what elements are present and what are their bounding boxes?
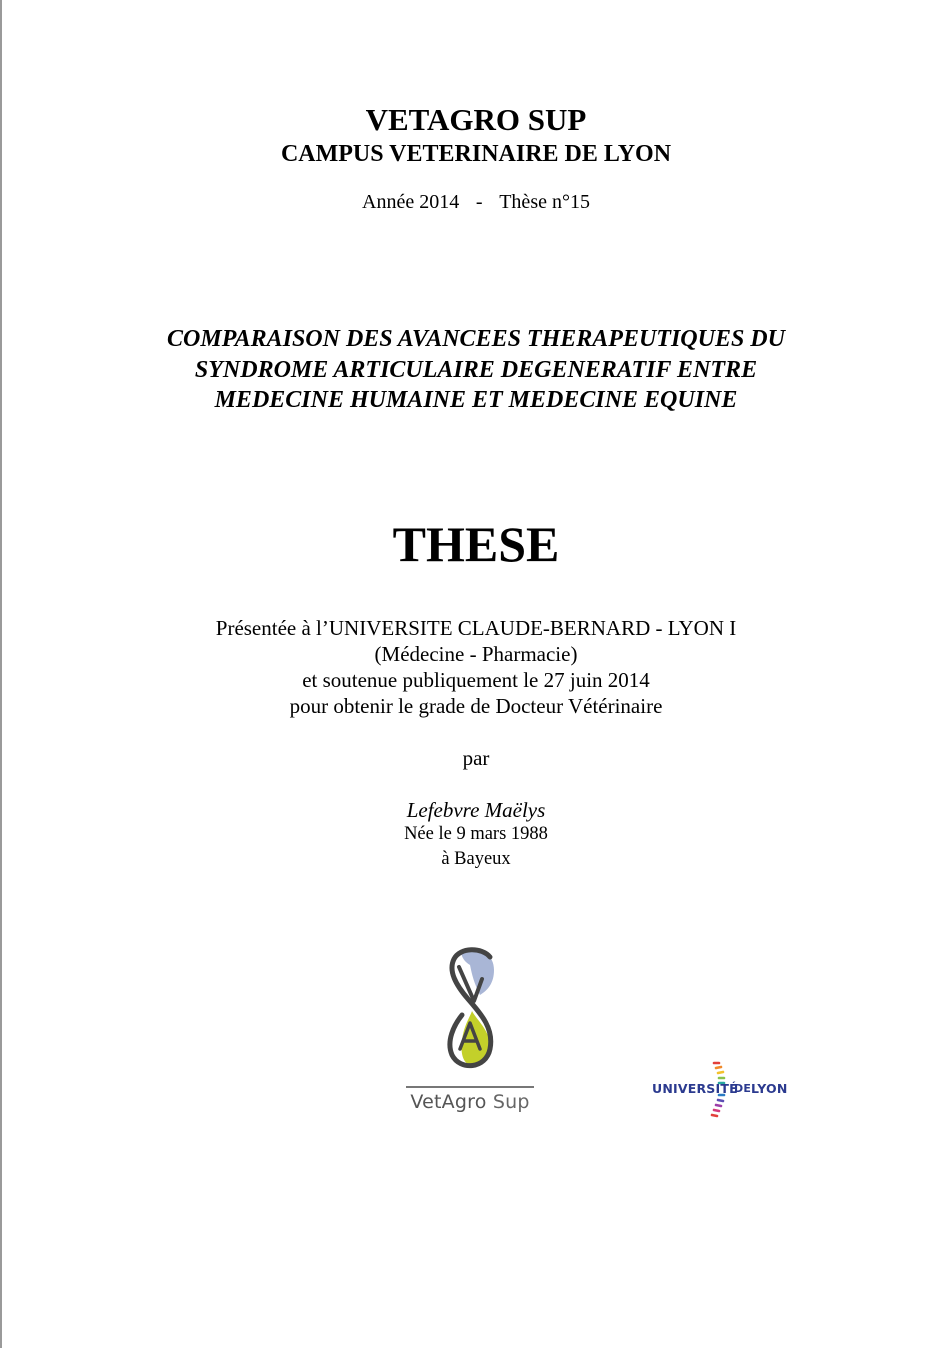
- campus-name: CAMPUS VETERINAIRE DE LYON: [280, 141, 672, 167]
- lyon-word-de: DE: [734, 1082, 752, 1095]
- title-line: COMPARAISON DES AVANCEES THERAPEUTIQUES DU: [167, 326, 785, 352]
- vetagro-main: VetAgro: [410, 1091, 487, 1113]
- title-line: MEDECINE HUMAINE ET MEDECINE EQUINE: [214, 387, 738, 413]
- vetagro-logo: [402, 945, 538, 1120]
- presentation-block: [0, 615, 952, 719]
- vetagro-wordmark: [402, 1091, 538, 1113]
- lyon-word-universite: UNIVERSITÉ: [652, 1081, 738, 1096]
- presentation-line: Présentée à l’UNIVERSITE CLAUDE-BERNARD - LYON I: [215, 616, 737, 640]
- birth-place: à Bayeux: [441, 849, 511, 869]
- presentation-line: (Médecine - Pharmacie): [374, 642, 578, 666]
- birth-date: Née le 9 mars 1988: [404, 824, 548, 844]
- presentation-line: pour obtenir le grade de Docteur Vétérinaire: [289, 694, 663, 718]
- thesis-number: Thèse n°15: [499, 191, 590, 213]
- thesis-year: Année 2014: [362, 191, 460, 213]
- thesis-title: [0, 324, 952, 416]
- title-line: SYNDROME ARTICULAIRE DEGENERATIF ENTRE: [194, 356, 758, 383]
- year-thesis-line: [0, 188, 952, 216]
- vetagro-rule: [406, 1086, 534, 1088]
- author-birth: [0, 822, 952, 872]
- document-type: THESE: [392, 516, 560, 572]
- school-name: VETAGRO SUP: [365, 102, 587, 137]
- author-name: Lefebvre Maëlys: [406, 798, 546, 822]
- separator: -: [475, 191, 483, 213]
- lyon-word-lyon: LYON: [751, 1081, 788, 1096]
- universite-lyon-logo: [648, 1058, 788, 1122]
- by-label: par: [462, 746, 490, 770]
- presentation-line: et soutenue publiquement le 27 juin 2014: [302, 668, 650, 692]
- vetagro-emblem: [402, 945, 538, 1085]
- vetagro-sup: Sup: [492, 1091, 530, 1113]
